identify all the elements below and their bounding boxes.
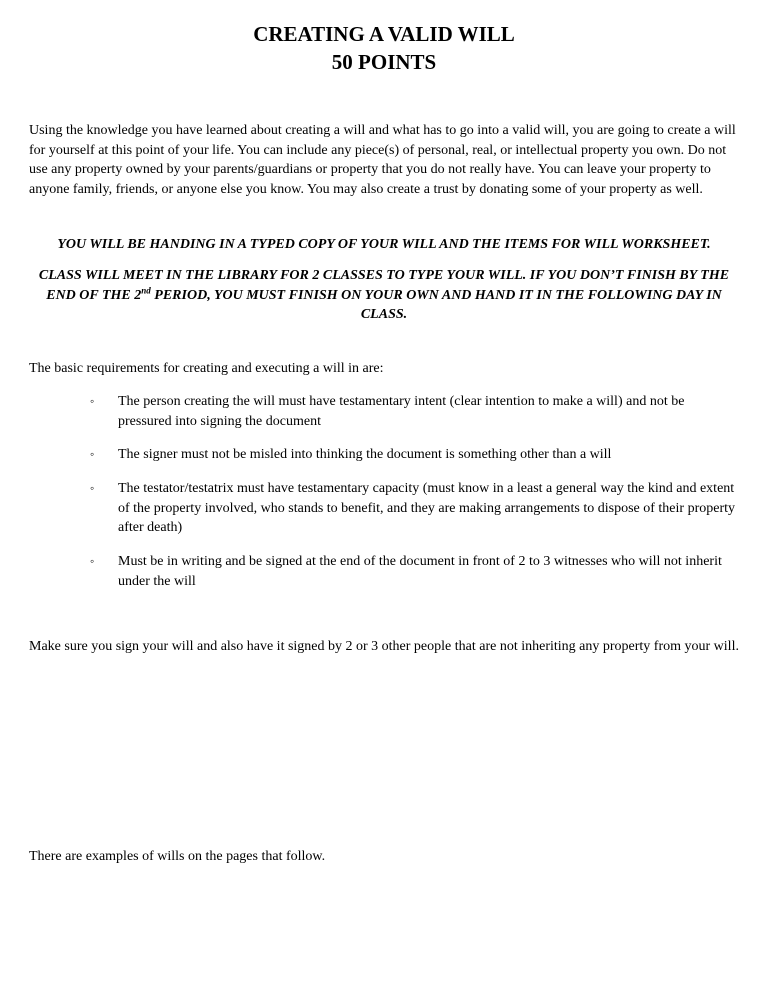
document-title: CREATING A VALID WILL xyxy=(253,22,515,46)
requirement-text: The signer must not be misled into thinking the document is something other than a will xyxy=(118,447,612,462)
library-notice-text-end: PERIOD, YOU MUST FINISH ON YOUR OWN AND HAND IT IN THE FOLLOWING DAY IN CLASS. xyxy=(150,287,722,322)
bullet-icon: ◦ xyxy=(90,394,95,408)
requirement-text: Must be in writing and be signed at the end of the document in front of 2 to 3 witnesses who will not inherit under the will xyxy=(118,554,722,589)
list-item xyxy=(90,479,740,539)
library-class-notice xyxy=(24,266,744,325)
requirement-text: The person creating the will must have testamentary intent (clear intention to make a will) and not be pressured into signing the document xyxy=(118,394,685,429)
list-item xyxy=(90,445,740,465)
bullet-icon: ◦ xyxy=(90,447,95,461)
examples-note: There are examples of wills on the pages that follow. xyxy=(29,849,326,864)
list-item xyxy=(90,392,740,432)
ordinal-suffix: nd xyxy=(141,284,151,295)
library-notice-text-start: CLASS WILL MEET IN THE LIBRARY FOR 2 CLASSES TO TYPE YOUR WILL. IF YOU DON’T FINISH BY THE END OF THE 2 xyxy=(38,268,730,303)
points-heading: 50 POINTS xyxy=(331,50,437,74)
requirements-intro: The basic requirements for creating and executing a will in are: xyxy=(29,361,384,376)
bullet-icon: ◦ xyxy=(90,481,95,495)
bullet-icon: ◦ xyxy=(90,554,95,568)
list-item xyxy=(90,552,740,592)
typed-copy-notice: YOU WILL BE HANDING IN A TYPED COPY OF YOUR WILL AND THE ITEMS FOR WILL WORKSHEET. xyxy=(57,237,711,252)
requirement-text: The testator/testatrix must have testamentary capacity (must know in a least a general way the kind and extent of the property involved, who stands to benefit, and they are making arrangements to dispose of their property after death) xyxy=(118,481,735,535)
signature-instruction: Make sure you sign your will and also have it signed by 2 or 3 other people that are not inheriting any property from your will. xyxy=(29,639,739,654)
intro-paragraph: Using the knowledge you have learned about creating a will and what has to go into a valid will, you are going to create a will for yourself at this point of your life. You can include any piece(s) of personal, real, or intellectual property you own. Do not use any property owned by your parents/guardians or property that you do not really have. You can leave your property to anyone family, friends, or anyone else you know. You may also create a trust by donating some of your property as well. xyxy=(29,123,736,197)
